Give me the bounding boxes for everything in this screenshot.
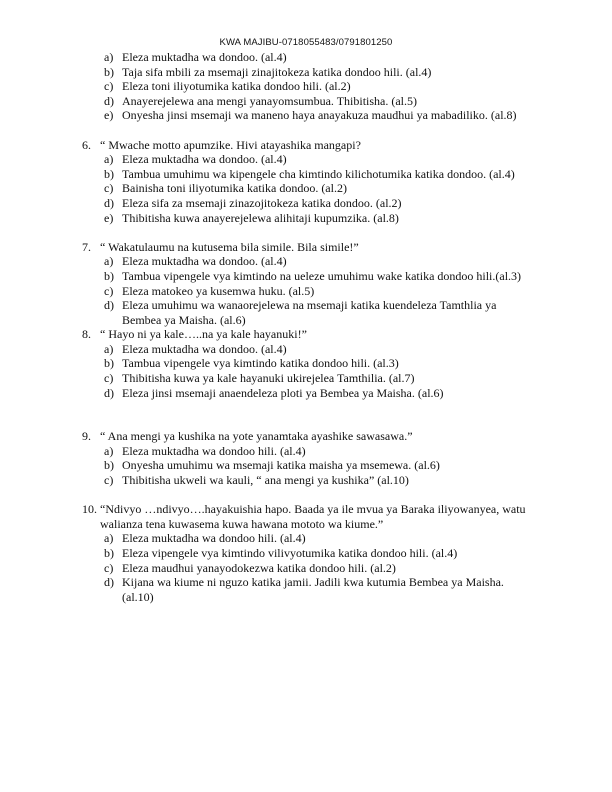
list-item: a) Eleza muktadha wa dondoo. (al.4) bbox=[104, 152, 287, 167]
list-item: c) Thibitisha ukweli wa kauli, “ ana mengi ya kushika” (al.10) bbox=[104, 473, 409, 488]
list-item: b) Tambua vipengele vya kimtindo na ueleze umuhimu wake katika dondoo hili.(al.3) bbox=[104, 268, 522, 283]
list-item: b) Onyesha umuhimu wa msemaji katika maisha ya msemewa. (al.6) bbox=[104, 458, 440, 473]
list-item: b) Taja sifa mbili za msemaji zinajitokeza katika dondoo hili. (al.4) bbox=[104, 64, 432, 79]
list-item: a) Eleza muktadha wa dondoo. (al.4) bbox=[104, 341, 287, 356]
list-item: a) Eleza muktadha wa dondoo. (al.4) bbox=[104, 50, 287, 64]
question-7 bbox=[82, 240, 532, 328]
list-item: d) Eleza jinsi msemaji anaendeleza ploti ya Bembea ya Maisha. (al.6) bbox=[104, 385, 444, 400]
list-item: c) Eleza maudhui yanayodokezwa katika dondoo hili. (al.2) bbox=[104, 560, 396, 575]
list-item: a) Eleza muktadha wa dondoo hili. (al.4) bbox=[104, 443, 306, 458]
list-item: d) Eleza sifa za msemaji zinazojitokeza katika dondoo. (al.2) bbox=[104, 195, 402, 210]
list-item: e) Onyesha jinsi msemaji wa maneno haya anayakuza maudhui ya mabadiliko. (al.8) bbox=[104, 108, 517, 123]
question-8 bbox=[82, 327, 532, 400]
list-item: e) Thibitisha kuwa anayerejelewa alihitaji kupumzika. (al.8) bbox=[104, 210, 399, 225]
question-number: 6. bbox=[82, 137, 91, 152]
list-item: c) Eleza toni iliyotumika katika dondoo hili. (al.2) bbox=[104, 79, 351, 94]
question-9 bbox=[82, 429, 532, 487]
question-list bbox=[82, 50, 532, 604]
list-item: b) Eleza vipengele vya kimtindo vilivyotumika katika dondoo hili. (al.4) bbox=[104, 546, 458, 560]
question-quote: “ Mwache motto apumzike. Hivi atayashika mangapi? bbox=[100, 137, 361, 152]
list-item: d) Eleza umuhimu wa wanaorejelewa na msemaji katika kuendeleza Tamthlia ya Bembea ya Maisha. (al.6) bbox=[104, 298, 497, 327]
list-item: b) Tambua umuhimu wa kipengele cha kimtindo kilichotumika katika dondoo. (al.4) bbox=[104, 166, 515, 181]
question-quote: “ Wakatulaumu na kutusema bila simile. Bila simile!” bbox=[100, 239, 359, 254]
question-number: 9. bbox=[82, 429, 91, 444]
question-quote: “Ndivyo …ndivyo….hayakuishia hapo. Baada ya ile mvua ya Baraka iliyowanyea, watu walianza tena kuwasema kuwa hawana mototo wa kiume.” bbox=[100, 502, 526, 531]
question-number: 7. bbox=[82, 239, 91, 254]
list-item: d) Anayerejelewa ana mengi yanayomsumbua. Thibitisha. (al.5) bbox=[104, 93, 418, 108]
list-item: c) Eleza matokeo ya kusemwa huku. (al.5) bbox=[104, 283, 315, 298]
question-number: 8. bbox=[82, 327, 91, 342]
question-10: 10. “Ndivyo …ndivyo….hayakuishia hapo. Baada ya ile mvua ya Baraka iliyowanyea, watu walianza tena kuwasema kuwa hawana mototo wa kiume.” a) Eleza muktadha wa dondoo hili. (al.4) b) Eleza vipengele vya kimtindo vilivyotumika katika dondoo hili. (al.4) c) Eleza maudhui yanayodokezwa katika dondoo hili. (al.2) d) Kijana wa kiume ni nguzo katika jamii. Jadili kwa kutumia Bembea ya Maisha. (al.10) bbox=[82, 502, 532, 604]
question-quote: “ Ana mengi ya kushika na yote yanamtaka ayashike sawasawa.” bbox=[100, 429, 413, 444]
question-quote: “ Hayo ni ya kale…..na ya kale hayanuki!” bbox=[100, 327, 307, 342]
page-header: KWA MAJIBU-0718055483/0791801250 bbox=[219, 37, 393, 48]
list-item: a) Eleza muktadha wa dondoo hili. (al.4) bbox=[104, 531, 306, 546]
list-item: c) Thibitisha kuwa ya kale hayanuki ukirejelea Tamthilia. (al.7) bbox=[104, 371, 415, 386]
question-5-items bbox=[82, 50, 532, 123]
list-item: c) Bainisha toni iliyotumika katika dondoo. (al.2) bbox=[104, 181, 347, 196]
list-item: a) Eleza muktadha wa dondoo. (al.4) bbox=[104, 254, 287, 269]
list-item: b) Tambua vipengele vya kimtindo katika dondoo hili. (al.3) bbox=[104, 356, 399, 371]
question-6 bbox=[82, 138, 532, 226]
list-item: d) Kijana wa kiume ni nguzo katika jamii. Jadili kwa kutumia Bembea ya Maisha. (al.10) bbox=[104, 575, 504, 604]
